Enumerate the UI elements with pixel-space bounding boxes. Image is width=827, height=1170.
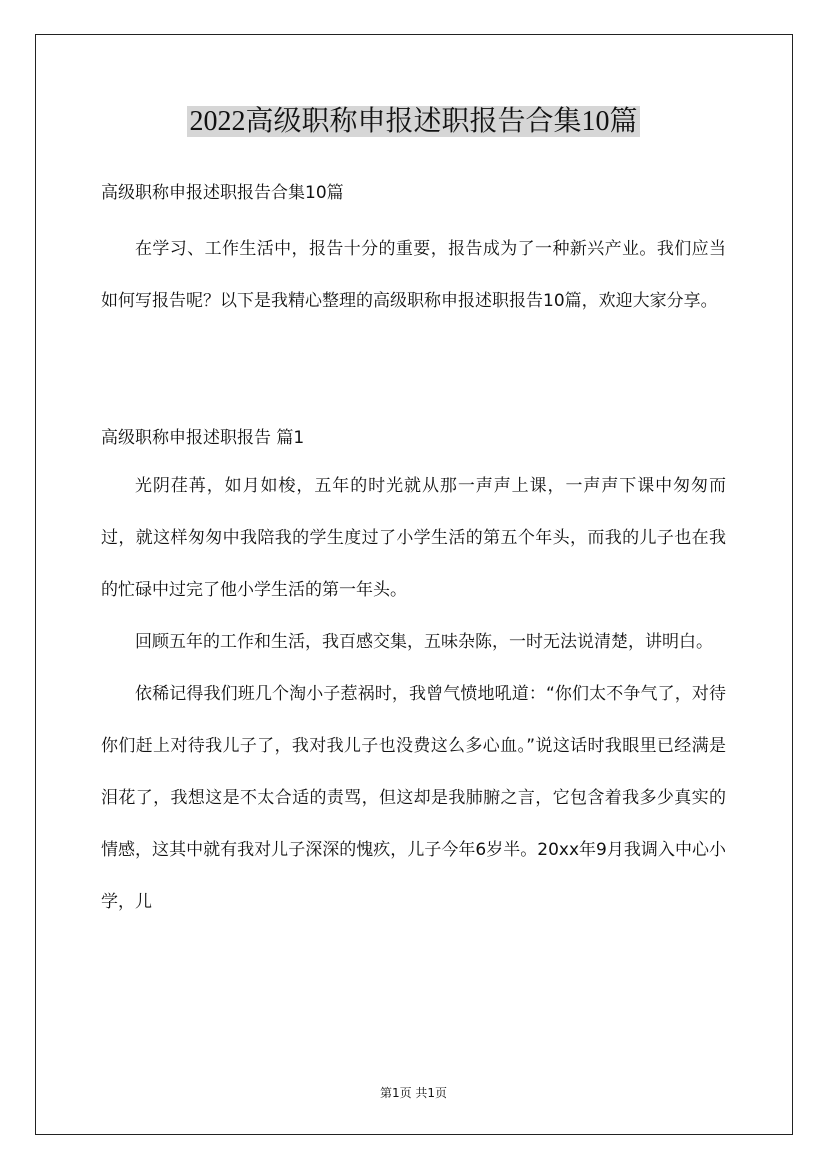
page-footer: 第1页 共1页 bbox=[379, 1086, 448, 1100]
intro-paragraph: 在学习、工作生活中，报告十分的重要，报告成为了一种新兴产业。我们应当如何写报告呢？以下是我精心整理的高级职称申报述职报告10篇，欢迎大家分享。 bbox=[101, 239, 726, 311]
section-1-paragraph-3: 依稀记得我们班几个淘小子惹祸时，我曾气愤地吼道：“你们太不争气了，对待你们赶上对待我儿子了，我对我儿子也没费这么多心血。”说这话时我眼里已经满是泪花了，我想这是不太合适的责骂，但这却是我肺腑之言，它包含着我多少真实的情感，这其中就有我对儿子深深的愧疚，儿子今年6岁半。20xx年9月我调入中心小学，儿 bbox=[101, 684, 726, 912]
document-title-text: 2022高级职称申报述职报告合集10篇 bbox=[189, 106, 638, 137]
document-subtitle: 高级职称申报述职报告合集10篇 bbox=[101, 183, 344, 203]
intro-block bbox=[101, 223, 726, 327]
section-1-paragraph-1: 光阴荏苒，如月如梭，五年的时光就从那一声声上课，一声声下课中匆匆而过，就这样匆匆中我陪我的学生度过了小学生活的第五个年头，而我的儿子也在我的忙碌中过完了他小学生活的第一年头。 bbox=[101, 476, 726, 600]
section-1-heading: 高级职称申报述职报告 篇1 bbox=[101, 428, 305, 448]
document-title bbox=[0, 100, 827, 144]
section-1 bbox=[101, 424, 726, 928]
section-1-paragraph-2: 回顾五年的工作和生活，我百感交集，五味杂陈，一时无法说清楚，讲明白。 bbox=[135, 632, 713, 652]
